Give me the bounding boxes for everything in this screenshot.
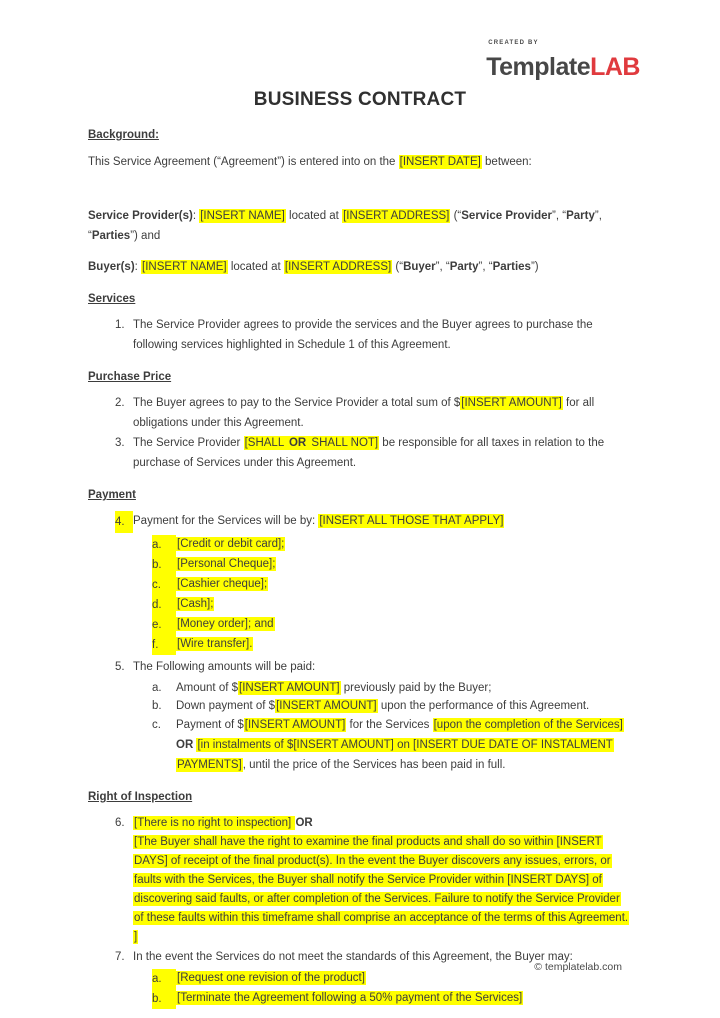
- text-run: [INSERT NAME]: [200, 210, 285, 222]
- sub-marker: e.: [152, 615, 176, 635]
- text-run: :: [192, 210, 200, 222]
- text-run: [Cash];: [177, 598, 214, 610]
- sub-marker: b.: [152, 700, 162, 712]
- text-run: upon the performance of this Agreement.: [377, 700, 590, 712]
- payment-amounts-sublist: [88, 679, 632, 775]
- text-run: Payment for the Services will be by:: [133, 515, 319, 527]
- text-run: [Credit or debit card];: [177, 538, 285, 550]
- sub-marker: c.: [152, 719, 161, 731]
- sub-marker: c.: [152, 575, 176, 595]
- sub-marker: a.: [152, 969, 176, 989]
- text-run: ”, “: [435, 261, 450, 273]
- sub-item-5a: [88, 679, 632, 697]
- sub-marker: b.: [152, 555, 176, 575]
- text-run: [The Buyer shall have the right to examine the final products and shall do so within [INSERT DAYS] of receipt of the final product(s). In the event the Buyer discovers any issues, errors, or faults with the Services, the Buyer shall notify the Service Provider within [INSERT DAYS] of discovering said faults, or after completion of the Services. Failure to notify the Service Provider of these faults within this timeframe shall comprise an acceptance of the terms of this Agreement. ]: [134, 836, 629, 943]
- sub-item-text: [176, 535, 632, 555]
- text-run: Party: [566, 210, 595, 222]
- text-run: (“: [392, 261, 404, 273]
- page-title: BUSINESS CONTRACT: [253, 89, 467, 110]
- list-item-6: [88, 813, 632, 947]
- text-run: [upon the completion of the Services]: [433, 719, 623, 731]
- text-run: Buyer(s): [88, 261, 135, 273]
- list-item-text: [133, 657, 632, 677]
- list-marker: 7.: [115, 951, 125, 963]
- text-run: Payment of $: [176, 719, 244, 731]
- sub-marker: b.: [152, 989, 176, 1009]
- text-run: Party: [449, 261, 479, 273]
- logo-created-by-label: CREATED BY: [488, 40, 539, 46]
- list-marker: 1.: [115, 319, 125, 331]
- text-run: The Service Provider agrees to provide the services and the Buyer agrees to purchase the following services highlighted in Schedule 1 of this Agreement.: [133, 319, 593, 351]
- sub-item-text: [176, 715, 632, 775]
- text-run: Service Provider(s): [88, 210, 193, 222]
- sub-marker: a.: [152, 535, 176, 555]
- text-run: for the Services: [346, 719, 433, 731]
- sub-item-text: [176, 989, 632, 1009]
- text-run: Buyer: [403, 261, 436, 273]
- text-run: located at: [227, 261, 284, 273]
- text-run: Parties: [91, 230, 131, 242]
- list-marker: 2.: [115, 397, 125, 409]
- text-run: ”) and: [130, 230, 161, 242]
- sub-item-text: [176, 555, 632, 575]
- list-marker: 5.: [115, 661, 125, 673]
- sub-item-4d: [88, 595, 632, 615]
- list-item-1: [88, 315, 632, 355]
- list-item-text: [133, 433, 632, 473]
- sub-marker: a.: [152, 682, 162, 694]
- text-run: [INSERT ADDRESS]: [343, 210, 450, 222]
- text-run: [SHALL: [244, 437, 287, 449]
- text-run: between:: [481, 156, 532, 168]
- text-run: , until the price of the Services has been paid in full.: [242, 759, 506, 771]
- paragraph-intro: [88, 152, 632, 172]
- sub-item-4b: [88, 555, 632, 575]
- payment-methods-sublist: [88, 535, 632, 655]
- logo-brand: [486, 54, 640, 80]
- sub-item-text: [176, 575, 632, 595]
- list-item-5: [88, 657, 632, 677]
- text-run: :: [134, 261, 142, 273]
- section-heading-payment: Payment: [88, 489, 136, 501]
- text-run: [Request one revision of the product]: [177, 972, 365, 984]
- text-run: OR: [288, 437, 307, 449]
- list-item-text: [133, 511, 632, 533]
- sub-item-4f: [88, 635, 632, 655]
- section-heading-background: Background:: [88, 129, 159, 141]
- paragraph-buyer: [88, 257, 632, 277]
- text-run: [INSERT AMOUNT]: [239, 682, 340, 694]
- section-heading-right-of-inspection: Right of Inspection: [88, 791, 193, 803]
- text-run: ”): [530, 261, 539, 273]
- text-run: ”, “: [478, 261, 493, 273]
- list-item-3: [88, 433, 632, 473]
- text-run: [INSERT ADDRESS]: [284, 261, 392, 273]
- text-run: [INSERT NAME]: [142, 261, 227, 273]
- sub-item-4c: [88, 575, 632, 595]
- text-run: SHALL NOT]: [308, 437, 379, 449]
- list-marker: 6.: [115, 817, 125, 829]
- sub-item-text: [176, 635, 632, 655]
- text-run: The Following amounts will be paid:: [133, 661, 316, 673]
- list-item-4: [88, 511, 632, 533]
- text-run: The Buyer agrees to pay to the Service Provider a total sum of $: [133, 397, 461, 409]
- sub-marker: f.: [152, 635, 176, 655]
- list-marker: 3.: [115, 437, 125, 449]
- text-run: [INSERT DATE]: [399, 156, 481, 168]
- text-run: for all obligations under this Agreement.: [133, 397, 595, 429]
- text-run: ”, “: [88, 210, 602, 242]
- list-item-text: [133, 315, 632, 355]
- paragraph-service-provider: [88, 206, 632, 246]
- text-run: [INSERT ALL THOSE THAT APPLY]: [319, 515, 504, 527]
- text-run: The Service Provider: [133, 437, 244, 449]
- sub-item-text: [176, 679, 632, 697]
- sub-item-text: [176, 615, 632, 635]
- list-marker-highlighted: 4.: [115, 511, 133, 533]
- text-run: [INSERT AMOUNT]: [461, 397, 562, 409]
- sub-item-4e: [88, 615, 632, 635]
- sub-item-5c: [88, 715, 632, 775]
- sub-marker: d.: [152, 595, 176, 615]
- text-run: [in instalments of $[INSERT AMOUNT] on [INSERT DUE DATE OF INSTALMENT PAYMENTS]: [177, 739, 613, 771]
- text-run: be responsible for all taxes in relation to the purchase of Services under this Agreement.: [133, 437, 605, 469]
- text-run: Service Provider: [461, 210, 553, 222]
- text-run: [There is no right to inspection]: [134, 817, 295, 829]
- logo-brand-template: Template: [486, 53, 591, 81]
- text-run: [Wire transfer].: [177, 638, 253, 650]
- section-heading-purchase-price: Purchase Price: [88, 371, 172, 383]
- list-item-text: [133, 813, 632, 947]
- text-run: (“: [450, 210, 462, 222]
- inspection-option-line: [133, 813, 632, 833]
- buyer-remedies-sublist: [88, 969, 632, 1009]
- inspection-paragraph: [133, 833, 632, 947]
- text-run: [Money order]; and: [177, 618, 274, 630]
- templatelab-logo: [486, 33, 640, 80]
- text-run: Parties: [492, 261, 531, 273]
- sub-item-5b: [88, 697, 632, 715]
- logo-brand-lab: LAB: [590, 53, 640, 81]
- sub-item-4a: [88, 535, 632, 555]
- list-item-2: [88, 393, 632, 433]
- text-run: OR: [295, 817, 313, 829]
- text-run: [INSERT AMOUNT]: [276, 700, 377, 712]
- text-run: [Personal Cheque];: [177, 558, 276, 570]
- footer-credit: © templatelab.com: [534, 961, 622, 973]
- text-run: In the event the Services do not meet the standards of this Agreement, the Buyer may:: [133, 951, 573, 963]
- text-run: previously paid by the Buyer;: [340, 682, 492, 694]
- text-run: [Cashier cheque];: [177, 578, 268, 590]
- list-item-text: [133, 393, 632, 433]
- text-run: This Service Agreement (“Agreement”) is entered into on the: [88, 156, 399, 168]
- sub-item-7b: [88, 989, 632, 1009]
- text-run: ”, “: [552, 210, 567, 222]
- sub-item-text: [176, 697, 632, 715]
- text-run: [INSERT AMOUNT]: [244, 719, 346, 731]
- text-run: Down payment of $: [176, 700, 276, 712]
- section-heading-services: Services: [88, 293, 136, 305]
- text-run: Amount of $: [176, 682, 239, 694]
- text-run: located at: [285, 210, 343, 222]
- text-run: [Terminate the Agreement following a 50% payment of the Services]: [177, 992, 523, 1004]
- sub-item-text: [176, 595, 632, 615]
- text-run: OR: [176, 739, 194, 751]
